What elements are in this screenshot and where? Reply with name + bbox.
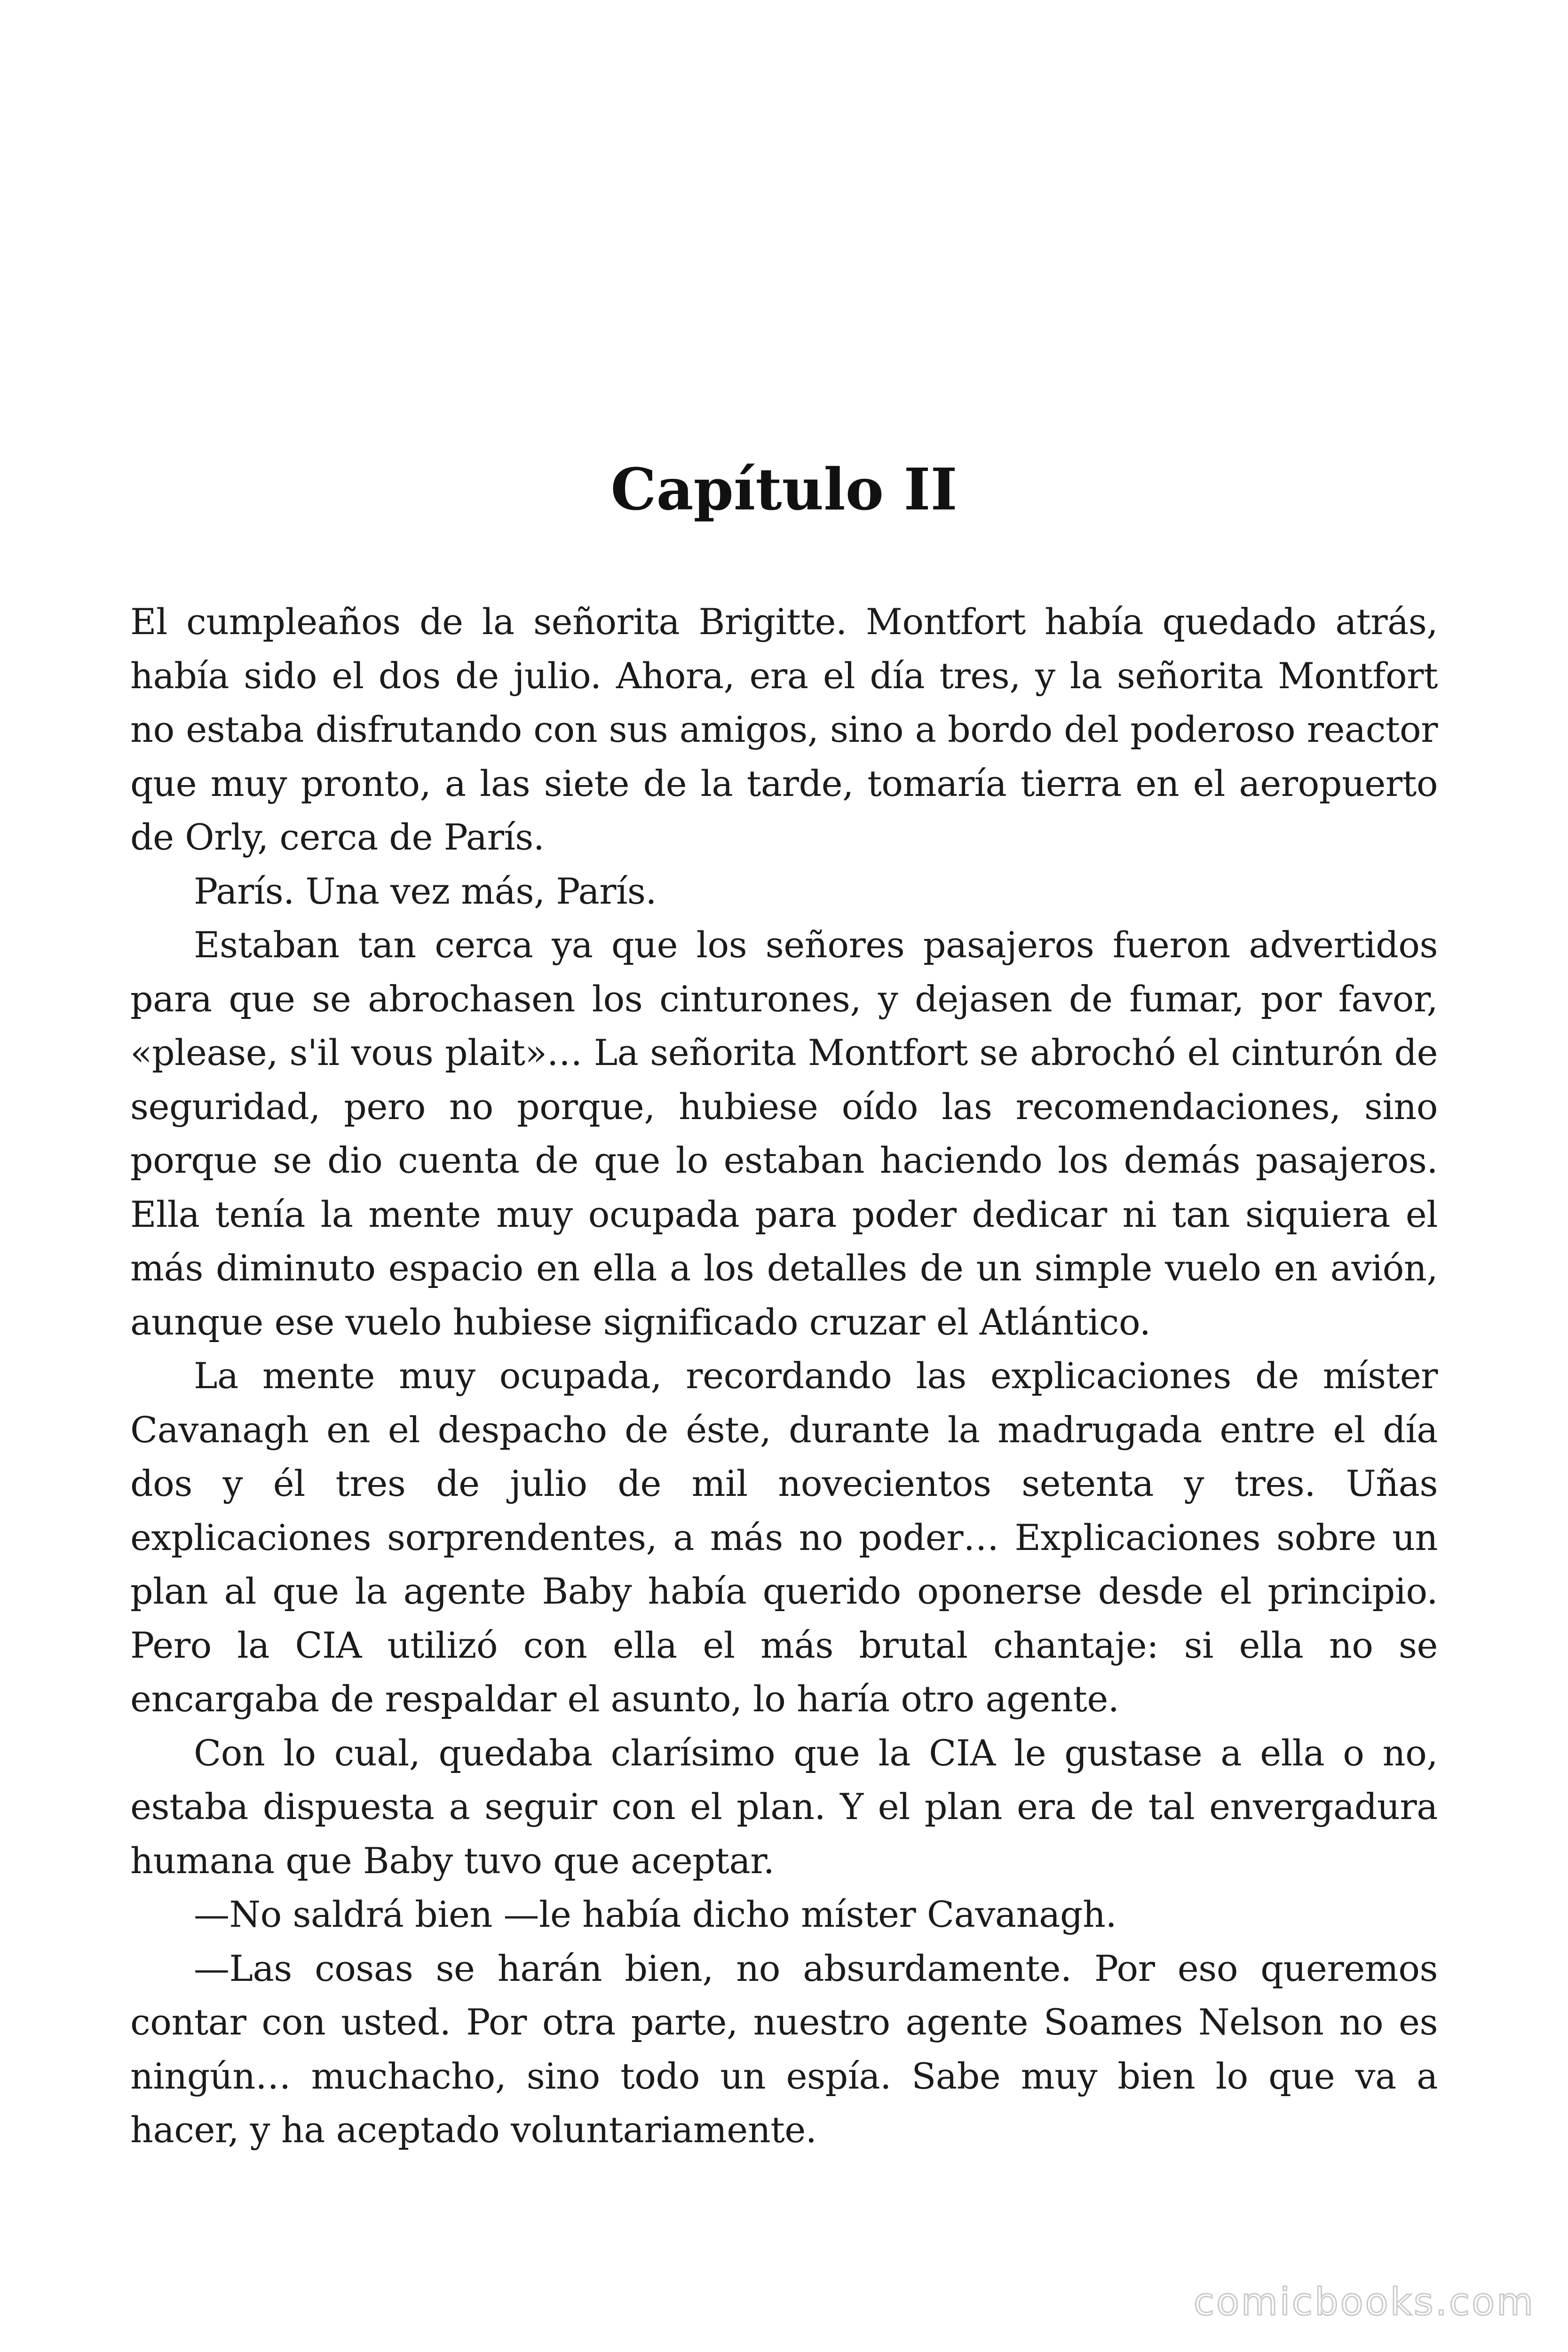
paragraph-6: —No saldrá bien —le había dicho míster Cavanagh.: [194, 1893, 1117, 1935]
paragraph-3: Estaban tan cerca ya que los señores pasajeros fueron advertidos para que se abrochasen los cinturones, y dejasen de fumar, por favor, «please, s'il vous plait»… La señorita Montfort se abrochó el cinturón de seguridad, pero no porque, hubiese oído las recomendaciones, sino porque se dio cuenta de que lo estaban haciendo los demás pasajeros. Ella tenía la mente muy ocupada para poder dedicar ni tan siquiera el más diminuto espacio en ella a los detalles de un simple vuelo en avión, aunque ese vuelo hubiese significado cruzar el Atlántico.: [130, 924, 1438, 1343]
watermark: comicbooks.com: [1193, 2280, 1535, 2324]
chapter-body: [130, 595, 1438, 2157]
paragraph-7: —Las cosas se harán bien, no absurdamente. Por eso queremos contar con usted. Por otra parte, nuestro agente Soames Nelson no es ningún… muchacho, sino todo un espía. Sabe muy bien lo que va a hacer, y ha aceptado voluntariamente.: [130, 1947, 1438, 2151]
chapter-title: Capítulo II: [610, 455, 958, 523]
paragraph-2: París. Una vez más, París.: [194, 870, 657, 912]
paragraph-1: El cumpleaños de la señorita Brigitte. Montfort había quedado atrás, había sido el dos de julio. Ahora, era el día tres, y la señorita Montfort no estaba disfrutando con sus amigos, sino a bordo del poderoso reactor que muy pronto, a las siete de la tarde, tomaría tierra en el aeropuerto de Orly, cerca de París.: [130, 601, 1438, 858]
paragraph-4: La mente muy ocupada, recordando las explicaciones de míster Cavanagh en el despacho de éste, durante la madrugada entre el día dos y él tres de julio de mil novecientos setenta y tres. Uñas explicaciones sorprendentes, a más no poder… Explicaciones sobre un plan al que la agente Baby había querido oponerse desde el principio. Pero la CIA utilizó con ella el más brutal chantaje: si ella no se encargaba de respaldar el asunto, lo haría otro agente.: [130, 1355, 1438, 1720]
paragraph-5: Con lo cual, quedaba clarísimo que la CIA le gustase a ella o no, estaba dispuesta a seguir con el plan. Y el plan era de tal envergadura humana que Baby tuvo que aceptar.: [130, 1732, 1438, 1882]
